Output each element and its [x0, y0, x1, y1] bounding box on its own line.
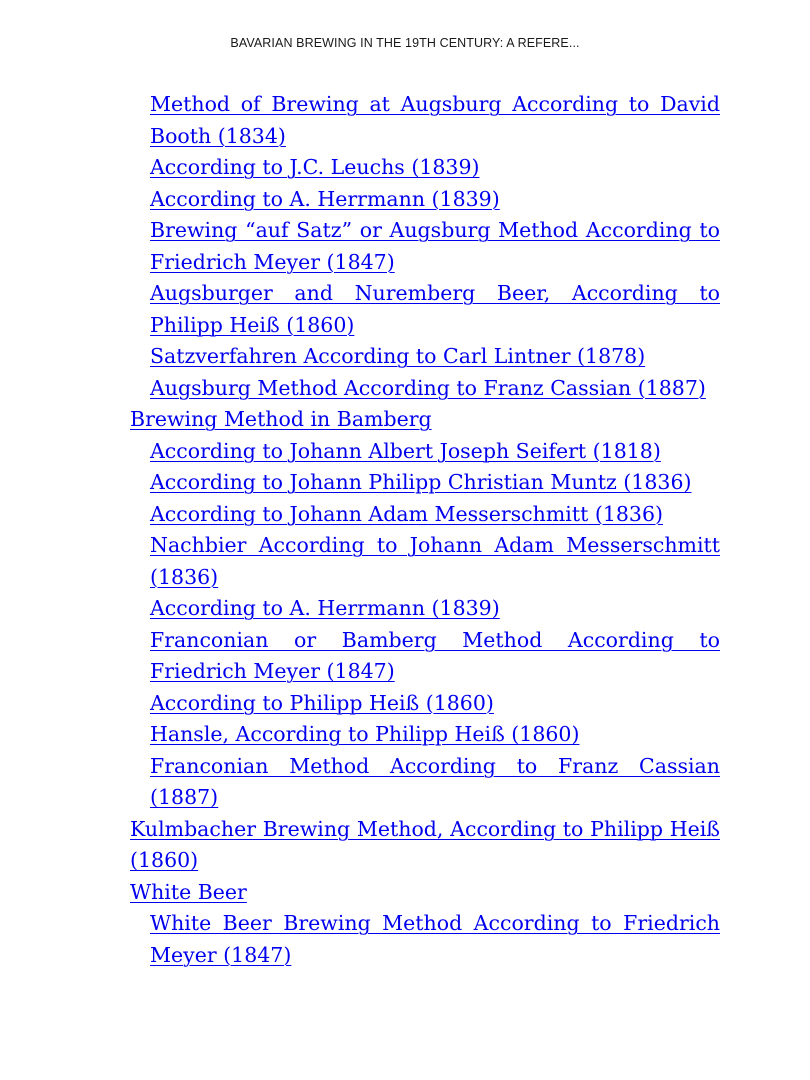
toc-link[interactable]: According to A. Herrmann (1839)	[150, 186, 500, 211]
toc-entry-white-beer[interactable]	[130, 877, 720, 909]
toc-entry-seifert[interactable]	[130, 436, 720, 468]
toc-link[interactable]: Hansle, According to Philipp Heiß (1860)	[150, 722, 580, 746]
toc-link[interactable]: Augsburger and Nuremberg Beer, According to Philipp Heiß (1860)	[150, 281, 720, 337]
toc-entry-heiss-hansle[interactable]	[130, 719, 720, 751]
toc-entry-herrmann-bamberg[interactable]	[130, 593, 720, 625]
toc-link[interactable]: Kulmbacher Brewing Method, According to Philipp Heiß (1860)	[130, 816, 720, 872]
toc-entry-muntz[interactable]	[130, 467, 720, 499]
table-of-contents	[130, 89, 720, 971]
toc-entry-cassian-franconian[interactable]	[130, 751, 720, 814]
toc-link[interactable]: According to Johann Philipp Christian Muntz (1836)	[150, 470, 692, 494]
toc-link[interactable]: Brewing “auf Satz” or Augsburg Method According to Friedrich Meyer (1847)	[150, 218, 720, 274]
toc-entry-heiss-augsburger-nuremberg[interactable]	[130, 278, 720, 341]
toc-entry-heiss-bamberg[interactable]	[130, 688, 720, 720]
toc-link[interactable]: White Beer Brewing Method According to Friedrich Meyer (1847)	[150, 911, 720, 967]
toc-link[interactable]: Satzverfahren According to Carl Lintner (1878)	[150, 344, 646, 368]
toc-entry-meyer-franconian[interactable]	[130, 625, 720, 688]
toc-link[interactable]: Franconian or Bamberg Method According to Friedrich Meyer (1847)	[150, 627, 720, 683]
toc-link[interactable]: According to Johann Albert Joseph Seifert (1818)	[150, 438, 661, 463]
toc-link[interactable]: According to Philipp Heiß (1860)	[150, 690, 494, 715]
toc-entry-meyer-auf-satz[interactable]	[130, 215, 720, 278]
toc-link[interactable]: According to Johann Adam Messerschmitt (1836)	[150, 501, 663, 526]
toc-entry-leuchs[interactable]	[130, 152, 720, 184]
toc-entry-herrmann-augsburg[interactable]	[130, 184, 720, 216]
toc-link[interactable]: Nachbier According to Johann Adam Messerschmitt (1836)	[150, 533, 720, 589]
toc-link[interactable]: Augsburg Method According to Franz Cassian (1887)	[150, 375, 706, 400]
toc-entry-lintner-satzverfahren[interactable]	[130, 341, 720, 373]
toc-entry-bamberg-method[interactable]	[130, 404, 720, 436]
toc-entry-messerschmitt-nachbier[interactable]	[130, 530, 720, 593]
toc-link[interactable]: White Beer	[130, 879, 247, 904]
toc-entry-cassian-augsburg[interactable]	[130, 373, 720, 405]
toc-entry-meyer-white-beer[interactable]	[130, 908, 720, 971]
toc-link[interactable]: Method of Brewing at Augsburg According to David Booth (1834)	[150, 92, 720, 148]
toc-entry-messerschmitt[interactable]	[130, 499, 720, 531]
toc-link[interactable]: Brewing Method in Bamberg	[130, 407, 432, 431]
toc-link[interactable]: According to J.C. Leuchs (1839)	[150, 155, 480, 179]
toc-link[interactable]: According to A. Herrmann (1839)	[150, 596, 500, 620]
toc-entry-kulmbacher[interactable]	[130, 814, 720, 877]
toc-link[interactable]: Franconian Method According to Franz Cassian (1887)	[150, 753, 720, 809]
toc-entry-booth-augsburg[interactable]	[130, 89, 720, 152]
running-header-title: BAVARIAN BREWING IN THE 19TH CENTURY: A REFERE...	[230, 36, 580, 50]
